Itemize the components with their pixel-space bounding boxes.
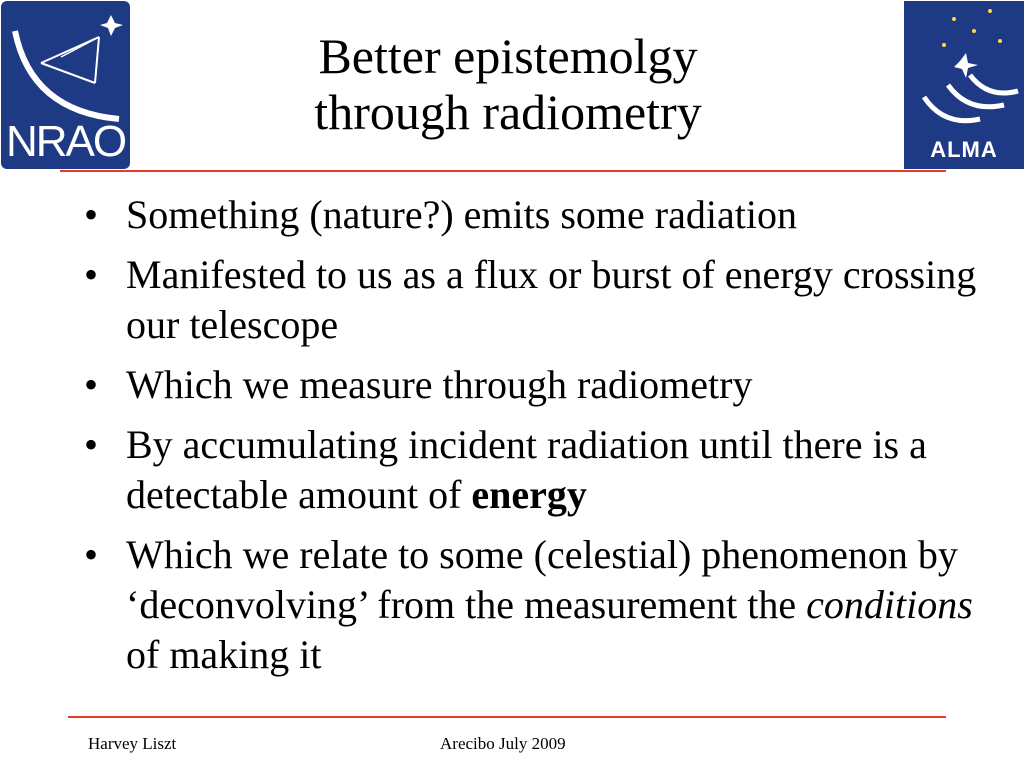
bullet-text: Manifested to us as a flux or burst of energy crossing our telescope: [126, 252, 977, 347]
bullet-text: Which we measure through radiometry: [126, 362, 753, 407]
bullet-bold-text: energy: [471, 472, 587, 517]
bullet-item: [84, 360, 984, 410]
bullet-item: [84, 190, 984, 240]
footer-author: Harvey Liszt: [88, 734, 177, 753]
bullet-text: By accumulating incident radiation until there is a detectable amount of: [126, 422, 927, 517]
bullet-text: Something (nature?) emits some radiation: [126, 192, 797, 237]
bullet-dot: •: [84, 362, 99, 407]
bullet-text: Which we relate to some (celestial) phenomenon by ‘deconvolving’ from the measurement the: [126, 532, 958, 627]
bullet-dot: •: [84, 422, 99, 467]
slide-title-line-2: through radiometry: [314, 84, 702, 140]
bullet-item: [84, 530, 984, 680]
slide-title-line-1: Better epistemolgy: [318, 28, 698, 84]
nrao-logo-text: NRAO: [5, 117, 126, 166]
bullet-list: [84, 190, 984, 690]
bottom-divider: [68, 716, 946, 718]
nrao-logo: [1, 1, 130, 169]
bullet-item: [84, 420, 984, 520]
bullet-dot: •: [84, 252, 99, 297]
alma-logo: [904, 1, 1024, 169]
bullet-italic-text: conditions: [806, 582, 973, 627]
footer-event: Arecibo July 2009: [440, 734, 566, 753]
bullet-text-end: of making it: [126, 632, 322, 677]
top-divider: [60, 170, 946, 172]
bullet-dot: •: [84, 192, 99, 237]
alma-logo-text: ALMA: [930, 137, 998, 162]
bullet-item: [84, 250, 984, 350]
bullet-dot: •: [84, 532, 99, 577]
slide-title: [140, 28, 876, 140]
